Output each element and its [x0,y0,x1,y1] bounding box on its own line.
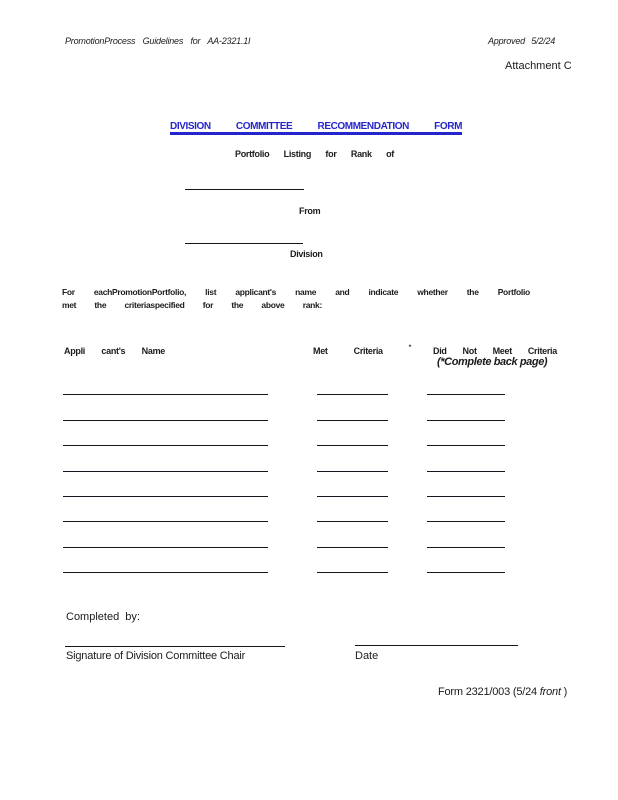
met-criteria-asterisk: * [408,344,411,351]
fill-in-table [0,370,618,573]
division-blank-line [185,243,303,244]
column-header-applicant-name: Appli cant's Name [64,346,165,356]
column-header-did-not-meet-criteria: Did Not Meet Criteria [433,346,557,356]
form-title [170,121,462,132]
form-title-word: DIVISION [170,121,211,132]
table-row [0,548,618,573]
form-subtitle-word: of [386,149,394,159]
form-subtitle-word: for [325,149,337,159]
form-number-front: front [539,686,561,698]
table-row [0,522,618,547]
rank-blank-line [185,189,304,190]
form-title-word: RECOMMENDATION [317,121,409,132]
date-blank-line [355,645,518,646]
table-row [0,395,618,420]
from-label: From [299,206,321,216]
did-not-meet-blank-line [427,572,505,573]
table-row [0,497,618,522]
table-row [0,421,618,446]
form-subtitle-word: Listing [283,149,312,159]
form-subtitle [235,149,394,159]
document-header-guidelines: PromotionProcess Guidelines for AA-2321.1I [65,36,251,46]
applicant-name-blank-line [63,572,268,573]
division-label: Division [290,249,323,259]
table-row [0,370,618,395]
form-number: Form 2321/003 (5/24 front ) [438,686,568,698]
instructions-line-2: met the criteriaspecified for the above rank: [62,300,322,310]
column-header-met-criteria: Met Criteria * [313,344,411,356]
document-header-approved: Approved 5/2/24 [488,36,556,46]
date-label: Date [355,650,379,662]
attachment-label: Attachment C [505,60,572,72]
form-subtitle-word: Portfolio [235,149,270,159]
signature-blank-line [65,646,285,647]
form-title-word: FORM [434,121,462,132]
completed-by-label: Completed by: [66,611,140,623]
form-subtitle-word: Rank [350,149,372,159]
signature-label: Signature of Division Committee Chair [66,650,246,662]
table-row [0,446,618,471]
title-underline [170,132,462,135]
complete-back-page-note: (*Complete back page) [437,356,548,368]
met-criteria-blank-line [317,572,388,573]
form-title-word: COMMITTEE [235,121,293,132]
instructions-line-1: For eachPromotionPortfolio, list applicant's name and indicate whether the Portfolio [62,287,530,297]
table-row [0,472,618,497]
